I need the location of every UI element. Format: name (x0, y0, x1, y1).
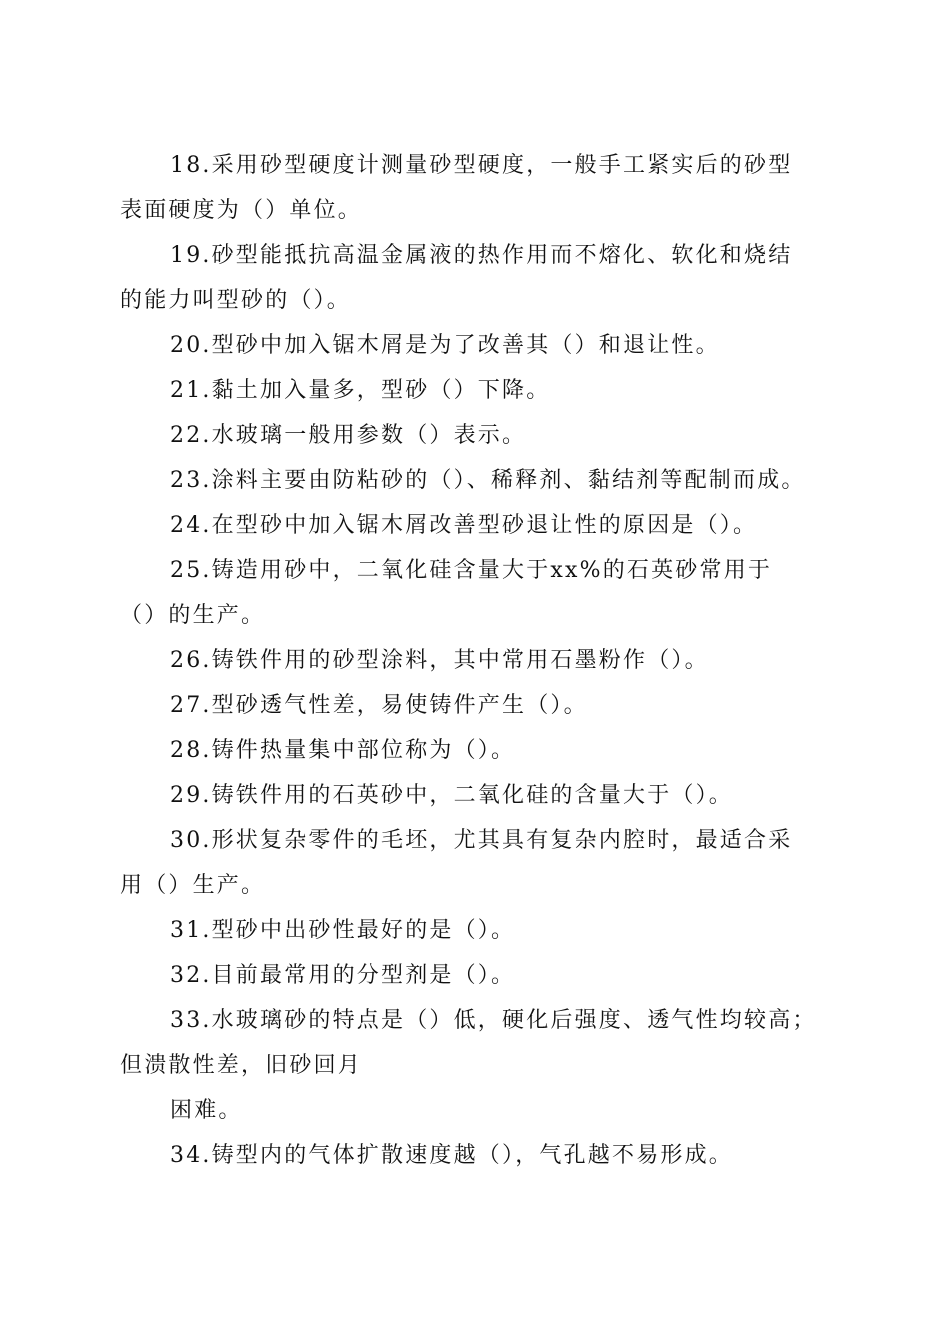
question-21: 21.黏土加入量多，型砂（）下降。 (170, 378, 551, 403)
question-29: 29.铸铁件用的石英砂中，二氧化硅的含量大于（）。 (170, 783, 733, 808)
question-22: 22.水玻璃一般用参数（）表示。 (170, 423, 527, 448)
question-34: 34.铸型内的气体扩散速度越（），气孔越不易形成。 (170, 1143, 733, 1168)
question-23: 23.涂料主要由防粘砂的（）、稀释剂、黏结剂等配制而成。 (170, 468, 806, 493)
question-28: 28.铸件热量集中部位称为（）。 (170, 738, 516, 763)
question-25-line-2: （）的生产。 (120, 603, 266, 628)
question-25-line-1: 25.铸造用砂中，二氧化硅含量大于xx%的石英砂常用于 (170, 558, 773, 583)
question-30-line-1: 30.形状复杂零件的毛坯，尤其具有复杂内腔时，最适合采 (170, 828, 793, 853)
question-26: 26.铸铁件用的砂型涂料，其中常用石墨粉作（）。 (170, 648, 709, 673)
question-24: 24.在型砂中加入锯木屑改善型砂退让性的原因是（）。 (170, 513, 758, 538)
question-list (120, 143, 840, 1178)
question-33-line-2: 但溃散性差，旧砂回月 (120, 1053, 363, 1078)
question-19-line-2: 的能力叫型砂的（）。 (120, 288, 352, 313)
question-18-line-2: 表面硬度为（）单位。 (120, 198, 363, 223)
question-32: 32.目前最常用的分型剂是（）。 (170, 963, 516, 988)
question-33-line-1: 33.水玻璃砂的特点是（）低，硬化后强度、透气性均较高； (170, 1008, 817, 1033)
question-33-line-3: 困难。 (170, 1098, 243, 1123)
question-27: 27.型砂透气性差，易使铸件产生（）。 (170, 693, 588, 718)
question-18-line-1: 18.采用砂型硬度计测量砂型硬度，一般手工紧实后的砂型 (170, 153, 793, 178)
question-30-line-2: 用（）生产。 (120, 873, 266, 898)
question-31: 31.型砂中出砂性最好的是（）。 (170, 918, 516, 943)
question-19-line-1: 19.砂型能抵抗高温金属液的热作用而不熔化、软化和烧结 (170, 243, 793, 268)
question-20: 20.型砂中加入锯木屑是为了改善其（）和退让性。 (170, 333, 720, 358)
